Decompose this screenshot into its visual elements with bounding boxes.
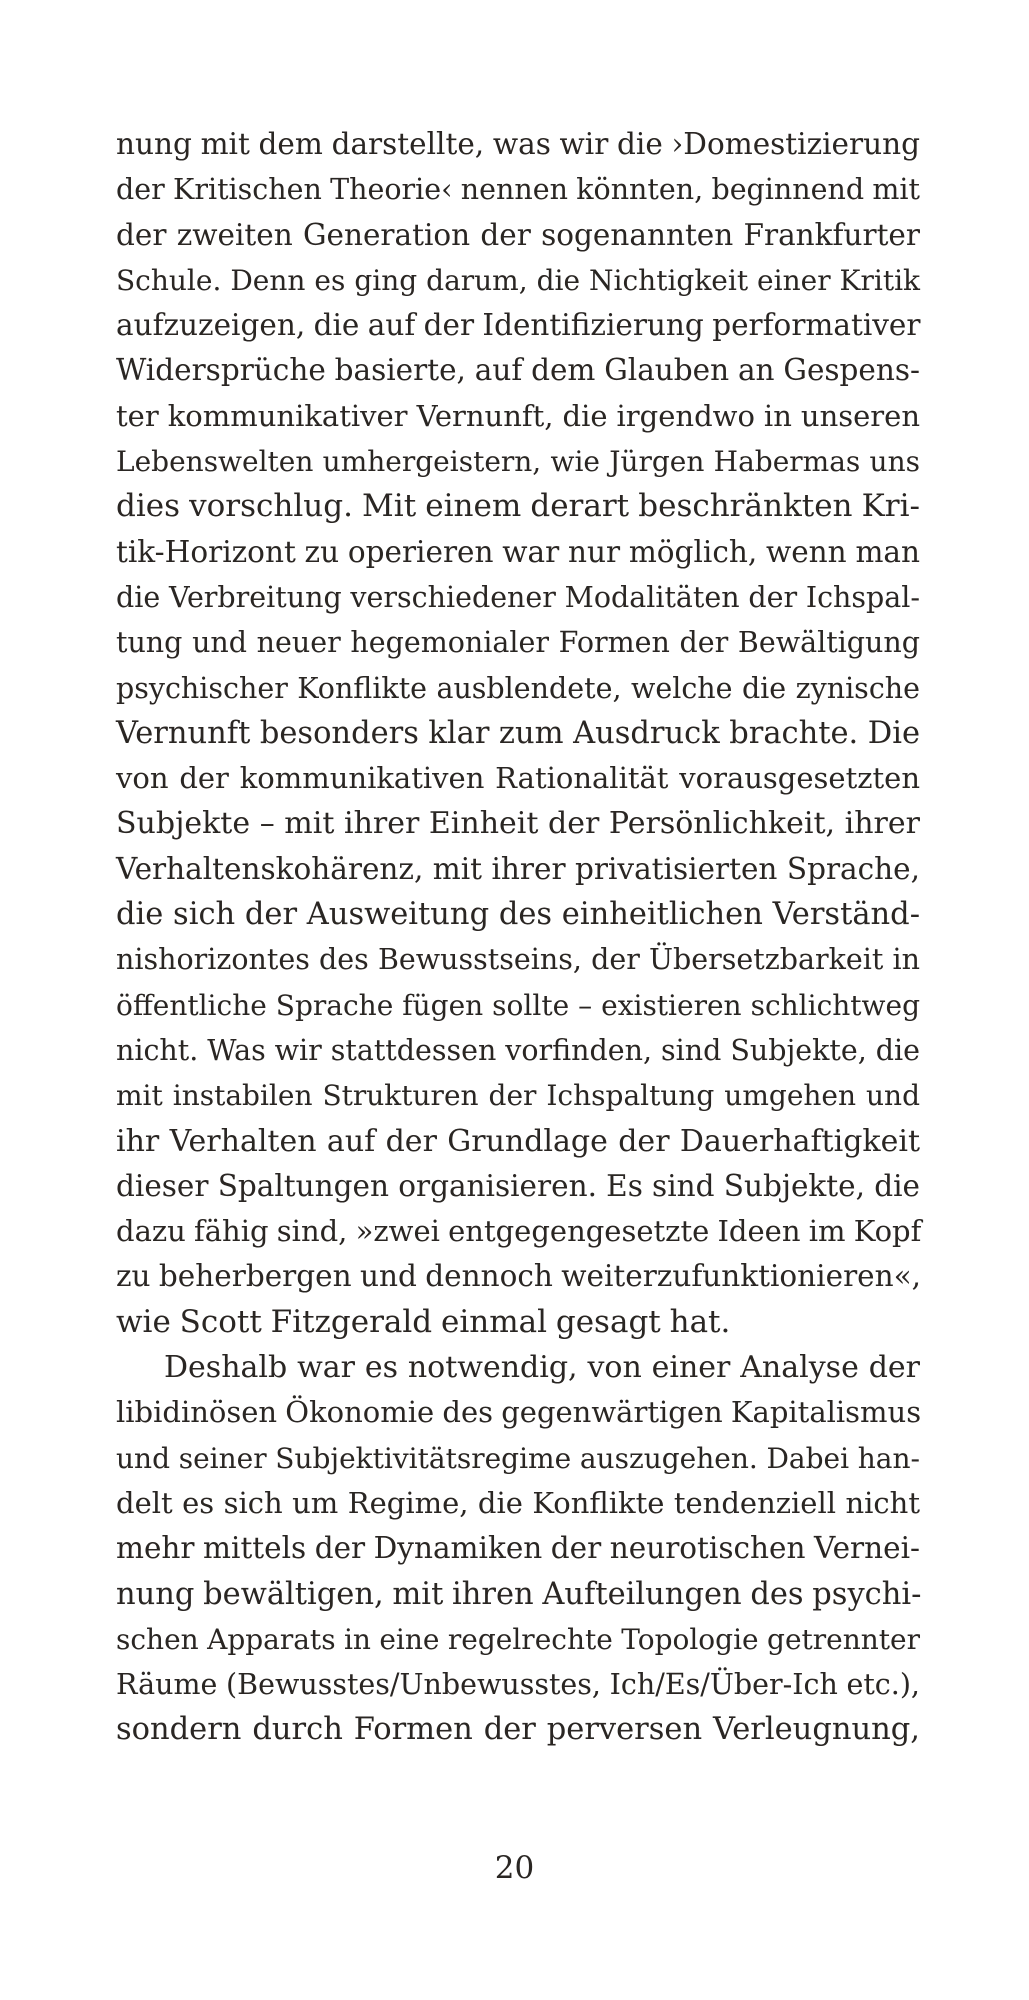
text-line: ter kommunikativer Vernunft, die irgendwo in unseren xyxy=(116,398,920,433)
text-line: tung und neuer hegemonialer Formen der Bewältigung xyxy=(116,626,920,660)
text-line: libidinösen Ökonomie des gegenwärtigen Kapitalismus xyxy=(116,1395,922,1430)
text-line: Räume (Bewusstes/Unbewusstes, Ich/Es/Über-Ich etc.), xyxy=(116,1668,920,1702)
text-line: Verhaltenskohärenz, mit ihrer privatisierten Sprache, xyxy=(116,851,920,886)
text-line: sondern durch Formen der perversen Verleugnung, xyxy=(116,1712,920,1748)
text-line: dieser Spaltungen organisieren. Es sind Subjekte, die xyxy=(116,1168,920,1203)
text-line: aufzuzeigen, die auf der Identifizierung performativer xyxy=(116,308,921,343)
text-line: die sich der Ausweitung des einheitlichen Verständ- xyxy=(116,897,920,933)
body-text xyxy=(116,122,920,1753)
text-line: delt es sich um Regime, die Konflikte tendenziell nicht xyxy=(116,1485,920,1520)
text-line: der Kritischen Theorie‹ nennen könnten, beginnend mit xyxy=(116,173,920,207)
text-line: der zweiten Generation der sogenannten Frankfurter xyxy=(116,217,920,252)
text-line: dies vorschlug. Mit einem derart beschränkten Kri- xyxy=(116,488,920,525)
text-line: zu beherbergen und dennoch weiterzufunktionieren«, xyxy=(116,1259,922,1294)
text-line: die Verbreitung verschiedener Modalitäten der Ichspal- xyxy=(116,580,920,614)
text-line: nicht. Was wir stattdessen vorfinden, sind Subjekte, die xyxy=(116,1033,920,1067)
text-line: und seiner Subjektivitätsregime auszugehen. Dabei han- xyxy=(116,1441,920,1475)
paragraph-2 xyxy=(116,1345,920,1753)
text-line: dazu fähig sind, »zwei entgegengesetzte Ideen im Kopf xyxy=(116,1214,922,1249)
text-line: wie Scott Fitzgerald einmal gesagt hat. xyxy=(116,1303,731,1340)
text-line: Vernunft besonders klar zum Ausdruck brachte. Die xyxy=(116,715,920,751)
paragraph-1 xyxy=(116,122,920,1345)
text-line: schen Apparats in eine regelrechte Topologie getrennter xyxy=(116,1622,920,1656)
text-line: mit instabilen Strukturen der Ichspaltung umgehen und xyxy=(116,1079,920,1113)
page-number: 20 xyxy=(494,1850,535,1886)
text-line: mehr mittels der Dynamiken der neurotischen Vernei- xyxy=(116,1531,920,1566)
text-line: Lebenswelten umhergeistern, wie Jürgen Habermas uns xyxy=(116,445,920,479)
text-line: Widersprüche basierte, auf dem Glauben an Gespens- xyxy=(116,353,920,388)
text-line: psychischer Konflikte ausblendete, welche die zynische xyxy=(116,671,920,705)
text-line: Schule. Denn es ging darum, die Nichtigkeit einer Kritik xyxy=(116,263,920,297)
text-line: öffentliche Sprache fügen sollte – existieren schlichtweg xyxy=(116,988,920,1022)
text-line: von der kommunikativen Rationalität vorausgesetzten xyxy=(116,761,920,796)
text-line: Subjekte – mit ihrer Einheit der Persönlichkeit, ihrer xyxy=(116,806,920,842)
text-line: tik-Horizont zu operieren war nur möglich, wenn man xyxy=(116,534,920,569)
text-line: nung bewältigen, mit ihren Aufteilungen des psychi- xyxy=(116,1576,922,1612)
text-line: ihr Verhalten auf der Grundlage der Dauerhaftigkeit xyxy=(116,1123,920,1159)
text-line: Deshalb war es notwendig, von einer Analyse der xyxy=(164,1350,920,1386)
text-line: nung mit dem darstellte, was wir die ›Domestizierung xyxy=(116,127,920,161)
text-line: nishorizontes des Bewusstseins, der Übersetzbarkeit in xyxy=(116,943,920,977)
